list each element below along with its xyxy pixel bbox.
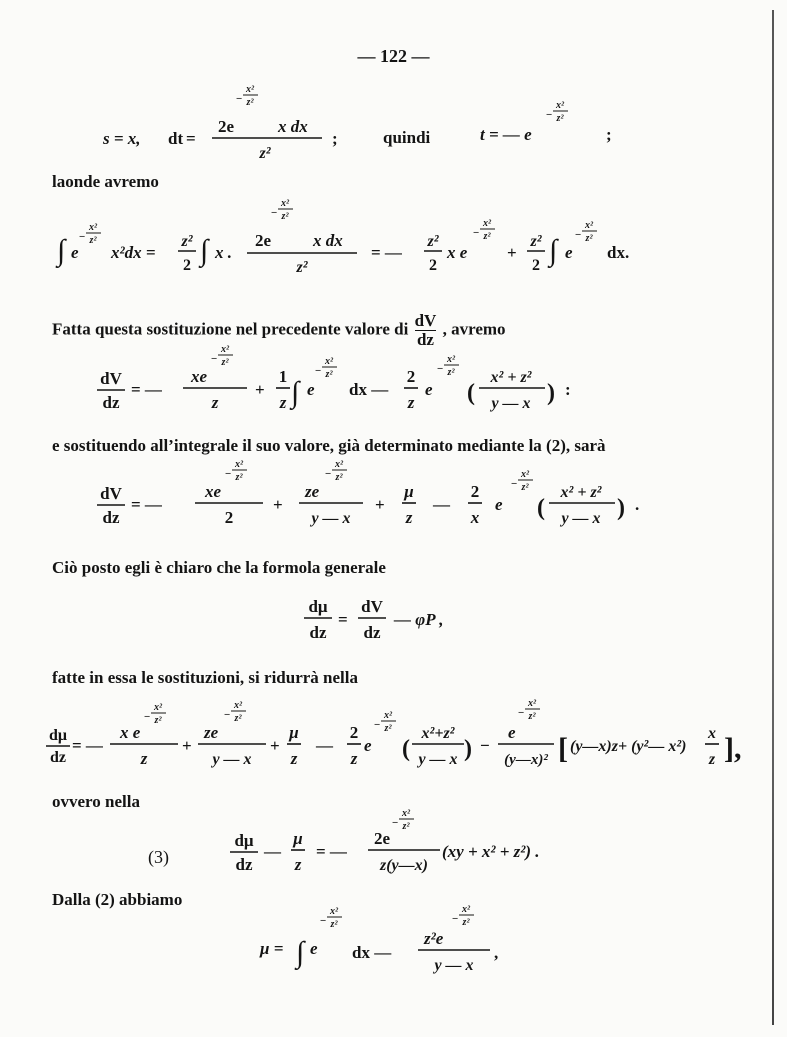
svg-text:],: ], <box>724 732 742 765</box>
svg-text:z: z <box>708 751 716 768</box>
svg-text:y — x: y — x <box>434 957 474 974</box>
svg-text:∫: ∫ <box>549 234 558 267</box>
svg-text:x²: x² <box>325 356 333 367</box>
svg-text:z²: z² <box>246 97 254 108</box>
svg-text:.: . <box>635 495 640 514</box>
svg-text:= —: = — <box>316 842 347 861</box>
svg-text:dz: dz <box>102 508 120 527</box>
svg-text:z²: z² <box>235 472 243 483</box>
svg-text:x²: x² <box>154 702 162 713</box>
svg-text:dz: dz <box>235 855 253 874</box>
svg-text:[: [ <box>558 732 568 765</box>
svg-text:−: − <box>211 353 218 365</box>
svg-text:x²: x² <box>89 222 97 233</box>
svg-text:x²: x² <box>221 344 229 355</box>
svg-text:e: e <box>425 380 433 399</box>
svg-text:z(y—x): z(y—x) <box>380 857 428 874</box>
svg-text:z: z <box>407 393 415 412</box>
text-fatte: fatte in essa le sostituzioni, si ridurrà nella <box>52 668 358 687</box>
svg-text:z²: z² <box>181 233 193 250</box>
equation-2 <box>478 100 638 150</box>
svg-text:;: ; <box>606 125 612 144</box>
svg-text:—: — <box>264 842 281 861</box>
svg-text:z: z <box>140 749 148 768</box>
svg-text:∫: ∫ <box>200 234 209 267</box>
fraction-dV-dz: $\frac{dV}{dz}$ <box>414 311 437 349</box>
svg-text:−: − <box>511 478 518 490</box>
svg-text:x²: x² <box>281 198 289 209</box>
svg-text:x²: x² <box>335 459 343 470</box>
svg-text:x²dx =: x²dx = <box>111 243 156 262</box>
svg-text:z²: z² <box>154 715 162 726</box>
svg-text:=: = <box>338 610 348 629</box>
svg-text:z²: z² <box>325 369 333 380</box>
svg-text:e: e <box>508 723 516 742</box>
svg-text:2e: 2e <box>218 117 235 136</box>
svg-text:dV: dV <box>361 597 383 616</box>
svg-text:dx —: dx — <box>352 943 392 962</box>
svg-text:dx.: dx. <box>607 243 630 262</box>
svg-text:z: z <box>211 393 219 412</box>
svg-text:dx —: dx — <box>349 380 389 399</box>
svg-text:xe: xe <box>205 482 222 501</box>
svg-text:(xy + x² + z²) .: (xy + x² + z²) . <box>442 842 540 861</box>
svg-text:−: − <box>225 468 232 480</box>
svg-text:+: + <box>255 380 265 399</box>
svg-text:(: ( <box>402 736 410 762</box>
svg-text:x .: x . <box>215 243 232 262</box>
svg-text:xe: xe <box>191 367 208 386</box>
svg-text:z²e: z²e <box>424 929 444 948</box>
svg-text:dz: dz <box>102 393 120 412</box>
svg-text:z²: z² <box>234 713 242 724</box>
svg-text:+: + <box>273 495 283 514</box>
svg-text:z²: z² <box>530 233 542 250</box>
svg-text:z: z <box>294 855 302 874</box>
svg-text:= —: = — <box>72 736 103 755</box>
word-quindi: quindi <box>383 128 431 147</box>
text-cio: Ciò posto egli è chiaro che la formola generale <box>52 558 386 577</box>
svg-text:x dx: x dx <box>313 231 343 250</box>
svg-text:−: − <box>79 231 86 243</box>
equation-6 <box>300 592 480 652</box>
svg-text:∫: ∫ <box>291 376 300 409</box>
svg-text:= —: = — <box>371 243 402 262</box>
svg-text:2e: 2e <box>255 231 272 250</box>
svg-text:): ) <box>547 380 555 406</box>
svg-text:+: + <box>375 495 385 514</box>
svg-text:z²: z² <box>427 233 439 250</box>
svg-text:x²: x² <box>384 710 392 721</box>
svg-text:z²: z² <box>259 145 271 162</box>
svg-text:x²: x² <box>235 459 243 470</box>
equation-8 <box>228 808 598 892</box>
svg-text:e: e <box>364 736 372 755</box>
svg-text:t = — e: t = — e <box>480 125 532 144</box>
equation-7 <box>44 698 759 783</box>
svg-text:dz: dz <box>363 623 381 642</box>
svg-text:−: − <box>546 109 553 121</box>
svg-text:μ: μ <box>289 723 299 742</box>
text-laonde: laonde avremo <box>52 172 159 191</box>
svg-text:z: z <box>279 393 287 412</box>
svg-text:e: e <box>307 380 315 399</box>
svg-text:+: + <box>507 243 517 262</box>
svg-text:−: − <box>320 915 327 927</box>
svg-text:z²: z² <box>528 711 536 722</box>
svg-text:x e: x e <box>447 243 468 262</box>
svg-text:= —: = — <box>131 495 162 514</box>
svg-text:dz: dz <box>50 749 66 766</box>
svg-text:z²: z² <box>335 472 343 483</box>
svg-text:x²: x² <box>330 906 338 917</box>
svg-text:−: − <box>392 817 399 829</box>
svg-text:μ: μ <box>293 829 303 848</box>
svg-text:z²: z² <box>281 211 289 222</box>
svg-text:+: + <box>182 736 192 755</box>
svg-text:z²: z² <box>221 357 229 368</box>
svg-text:2: 2 <box>470 482 480 501</box>
svg-text:−: − <box>473 227 480 239</box>
svg-text:z²: z² <box>483 231 491 242</box>
svg-text:2: 2 <box>183 257 191 274</box>
svg-text:x²: x² <box>462 904 470 915</box>
svg-text:z²: z² <box>384 723 392 734</box>
svg-text:−: − <box>271 207 278 219</box>
svg-text:−: − <box>518 707 525 719</box>
svg-text:−: − <box>575 229 582 241</box>
svg-text::: : <box>565 380 571 399</box>
svg-text:s = x,: s = x, <box>103 129 141 148</box>
svg-text:x e: x e <box>120 723 141 742</box>
svg-text:e: e <box>565 243 573 262</box>
text-fatta-a: Fatta questa sostituzione nel precedente valore di <box>52 319 409 339</box>
svg-text:dμ: dμ <box>308 597 328 616</box>
svg-text:(y—x)z+ (y²— x²): (y—x)z+ (y²— x²) <box>570 738 687 755</box>
svg-text:x²+z²: x²+z² <box>421 725 455 742</box>
svg-text:−: − <box>236 93 243 105</box>
svg-text:y — x: y — x <box>491 395 531 412</box>
svg-text:ze: ze <box>305 482 320 501</box>
svg-text:2: 2 <box>349 723 359 742</box>
equation-5 <box>95 459 655 545</box>
svg-text:x²: x² <box>585 220 593 231</box>
equation-4 <box>95 344 655 430</box>
svg-text:x²: x² <box>521 469 529 480</box>
text-ovvero: ovvero nella <box>52 792 140 811</box>
equation-3 <box>55 198 715 283</box>
svg-text:x: x <box>470 508 480 527</box>
svg-text:z: z <box>290 749 298 768</box>
svg-text:— φP ,: — φP , <box>394 610 444 629</box>
page-edge-line <box>772 10 774 1025</box>
svg-text:(: ( <box>467 380 475 406</box>
svg-text:z²: z² <box>89 235 97 246</box>
svg-text:dt: dt <box>168 129 184 148</box>
svg-text:x²: x² <box>528 698 536 709</box>
svg-text:(: ( <box>537 495 545 521</box>
svg-text:z²: z² <box>521 482 529 493</box>
svg-text:μ =: μ = <box>260 939 284 958</box>
svg-text:=: = <box>186 129 196 148</box>
svg-text:z²: z² <box>585 233 593 244</box>
svg-text:1: 1 <box>278 367 288 386</box>
text-fatta <box>52 312 506 349</box>
svg-text:y — x: y — x <box>561 510 601 527</box>
svg-text:x² + z²: x² + z² <box>560 484 602 501</box>
svg-text:x²: x² <box>447 354 455 365</box>
svg-text:): ) <box>464 736 472 762</box>
svg-text:−: − <box>374 719 381 731</box>
svg-text:−: − <box>437 363 444 375</box>
svg-text:z²: z² <box>447 367 455 378</box>
svg-text:= —: = — <box>131 380 162 399</box>
svg-text:—: — <box>433 495 450 514</box>
svg-text:;: ; <box>332 129 338 148</box>
equation-9 <box>258 904 528 988</box>
svg-text:∫: ∫ <box>57 234 66 267</box>
svg-text:z²: z² <box>330 919 338 930</box>
text-dalla: Dalla (2) abbiamo <box>52 890 183 909</box>
text-fatta-b: , avremo <box>442 319 506 339</box>
equation-1 <box>100 82 350 162</box>
svg-text:z²: z² <box>462 917 470 928</box>
svg-text:x² + z²: x² + z² <box>490 369 532 386</box>
svg-text:z: z <box>405 508 413 527</box>
text-sostituendo: e sostituendo all’integrale il suo valore, già determinato mediante la (2), sarà <box>52 436 606 455</box>
svg-text:,: , <box>494 943 499 962</box>
svg-text:2: 2 <box>429 257 437 274</box>
svg-text:): ) <box>617 495 625 521</box>
svg-text:dz: dz <box>309 623 327 642</box>
svg-text:x²: x² <box>483 218 491 229</box>
svg-text:2: 2 <box>406 367 416 386</box>
svg-text:+: + <box>270 736 280 755</box>
svg-text:x²: x² <box>556 100 564 111</box>
svg-text:x dx: x dx <box>278 117 308 136</box>
svg-text:x: x <box>708 725 716 742</box>
svg-text:−: − <box>480 736 490 755</box>
svg-text:dμ: dμ <box>234 831 254 850</box>
svg-text:y — x: y — x <box>212 751 252 768</box>
svg-text:2e: 2e <box>374 829 391 848</box>
svg-text:z²: z² <box>402 821 410 832</box>
svg-text:e: e <box>495 495 503 514</box>
svg-text:z²: z² <box>556 113 564 124</box>
svg-text:x²: x² <box>234 700 242 711</box>
svg-text:x²: x² <box>246 84 254 95</box>
svg-text:μ: μ <box>404 482 414 501</box>
svg-text:x²: x² <box>402 808 410 819</box>
svg-text:z: z <box>350 749 358 768</box>
svg-text:(y—x)²: (y—x)² <box>504 752 548 768</box>
svg-text:e: e <box>71 243 79 262</box>
svg-text:−: − <box>224 709 231 721</box>
svg-text:2: 2 <box>532 257 540 274</box>
svg-text:ze: ze <box>204 723 219 742</box>
svg-text:−: − <box>315 365 322 377</box>
svg-text:∫: ∫ <box>296 936 305 969</box>
svg-text:y — x: y — x <box>418 751 458 768</box>
svg-text:dV: dV <box>100 369 122 388</box>
svg-text:−: − <box>325 468 332 480</box>
svg-text:y — x: y — x <box>311 510 351 527</box>
svg-text:−: − <box>452 913 459 925</box>
svg-text:z²: z² <box>296 259 308 276</box>
page-number: — 122 — <box>357 46 430 66</box>
svg-text:−: − <box>144 711 151 723</box>
equation-tag-3: (3) <box>148 847 169 867</box>
svg-text:dμ: dμ <box>49 727 67 744</box>
svg-text:e: e <box>310 939 318 958</box>
svg-text:dV: dV <box>100 484 122 503</box>
svg-text:2: 2 <box>224 508 234 527</box>
svg-text:—: — <box>316 736 333 755</box>
